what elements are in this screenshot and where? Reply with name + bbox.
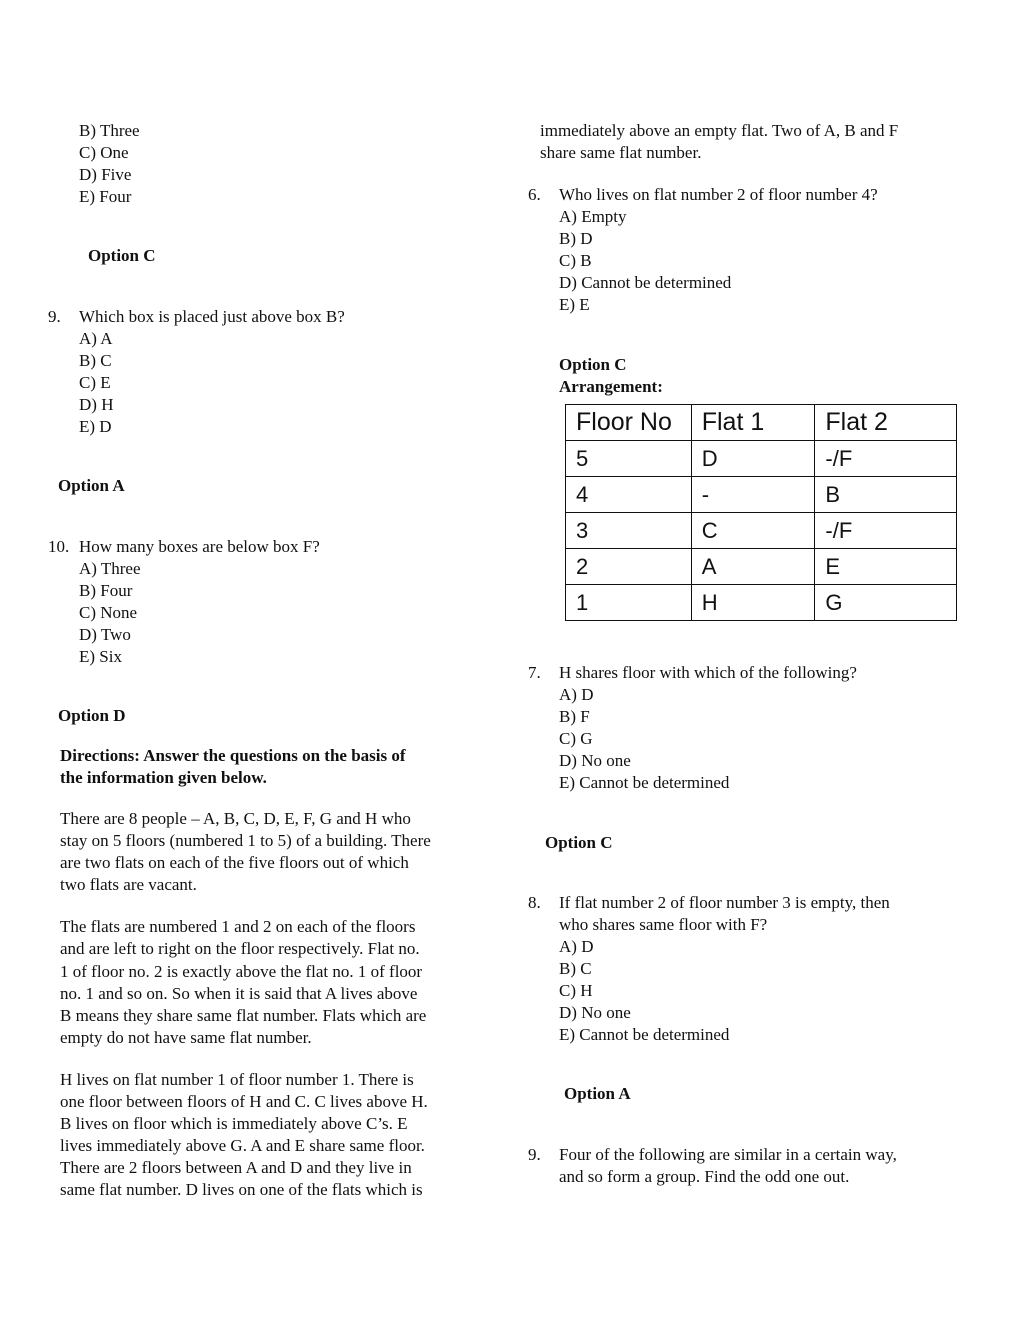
- option-item: A) D: [559, 685, 594, 704]
- table-header-row: [566, 405, 957, 441]
- table-cell: A: [691, 549, 815, 585]
- directions-heading: Directions: Answer the questions on the basis of: [60, 746, 406, 765]
- question-number: 9.: [48, 307, 61, 326]
- question-text: Who lives on flat number 2 of floor number 4?: [559, 185, 878, 204]
- table-cell: E: [815, 549, 957, 585]
- question-text: Which box is placed just above box B?: [79, 307, 345, 326]
- answer-label: Option C: [559, 355, 627, 374]
- paragraph-line: one floor between floors of H and C. C lives above H.: [60, 1092, 428, 1111]
- option-item: D) H: [79, 395, 114, 414]
- table-cell: 3: [566, 513, 692, 549]
- option-item: C) G: [559, 729, 593, 748]
- table-cell: 4: [566, 477, 692, 513]
- table-cell: 2: [566, 549, 692, 585]
- answer-label: Option C: [88, 246, 156, 265]
- question-text: and so form a group. Find the odd one out.: [559, 1167, 850, 1186]
- directions-heading: the information given below.: [60, 768, 267, 787]
- table-cell: 1: [566, 585, 692, 621]
- table-cell: B: [815, 477, 957, 513]
- paragraph-line: two flats are vacant.: [60, 875, 197, 894]
- option-item: B) D: [559, 229, 593, 248]
- column-header: Flat 1: [691, 405, 815, 441]
- question-text: Four of the following are similar in a certain way,: [559, 1145, 897, 1164]
- table-cell: -/F: [815, 513, 957, 549]
- option-item: A) A: [79, 329, 113, 348]
- table-cell: G: [815, 585, 957, 621]
- paragraph-line: immediately above an empty flat. Two of A, B and F: [540, 121, 899, 140]
- option-item: E) E: [559, 295, 590, 314]
- paragraph-line: are two flats on each of the five floors out of which: [60, 853, 409, 872]
- option-item: E) Cannot be determined: [559, 773, 730, 792]
- question-number: 7.: [528, 663, 541, 682]
- option-item: E) Six: [79, 647, 122, 666]
- table-row: [566, 513, 957, 549]
- table-cell: -: [691, 477, 815, 513]
- option-item: B) C: [79, 351, 112, 370]
- question-number: 9.: [528, 1145, 541, 1164]
- question-text: who shares same floor with F?: [559, 915, 768, 934]
- option-item: C) H: [559, 981, 593, 1000]
- table-row: [566, 585, 957, 621]
- option-item: B) F: [559, 707, 590, 726]
- option-item: E) Cannot be determined: [559, 1025, 730, 1044]
- paragraph-line: share same flat number.: [540, 143, 702, 162]
- answer-label: Option A: [58, 476, 125, 495]
- table-cell: -/F: [815, 441, 957, 477]
- arrangement-table: [565, 404, 957, 621]
- paragraph-line: 1 of floor no. 2 is exactly above the flat no. 1 of floor: [60, 962, 423, 981]
- option-item: D) No one: [559, 751, 631, 770]
- option-item: C) B: [559, 251, 592, 270]
- table-row: [566, 549, 957, 585]
- option-item: D) No one: [559, 1003, 631, 1022]
- option-item: B) Four: [79, 581, 133, 600]
- question-text: H shares floor with which of the following?: [559, 663, 857, 682]
- question-number: 10.: [48, 537, 70, 556]
- option-item: D) Two: [79, 625, 131, 644]
- option-item: C) None: [79, 603, 138, 622]
- table-cell: C: [691, 513, 815, 549]
- option-item: A) Empty: [559, 207, 627, 226]
- table-row: [566, 441, 957, 477]
- option-item: A) Three: [79, 559, 141, 578]
- column-header: Floor No: [566, 405, 692, 441]
- option-item: D) Five: [79, 165, 132, 184]
- option-item: D) Cannot be determined: [559, 273, 732, 292]
- option-item: B) Three: [79, 121, 140, 140]
- paragraph-line: lives immediately above G. A and E share same floor.: [60, 1136, 425, 1155]
- table-row: [566, 477, 957, 513]
- paragraph-line: and are left to right on the floor respectively. Flat no.: [60, 939, 420, 958]
- question-text: If flat number 2 of floor number 3 is empty, then: [559, 893, 890, 912]
- paragraph-line: H lives on flat number 1 of floor number 1. There is: [60, 1070, 414, 1089]
- question-number: 8.: [528, 893, 541, 912]
- paragraph-line: stay on 5 floors (numbered 1 to 5) of a building. There: [60, 831, 431, 850]
- question-text: How many boxes are below box F?: [79, 537, 320, 556]
- table-cell: D: [691, 441, 815, 477]
- option-item: B) C: [559, 959, 592, 978]
- option-item: A) D: [559, 937, 594, 956]
- paragraph-line: empty do not have same flat number.: [60, 1028, 312, 1047]
- option-item: E) D: [79, 417, 112, 436]
- option-item: C) E: [79, 373, 111, 392]
- column-header: Flat 2: [815, 405, 957, 441]
- question-number: 6.: [528, 185, 541, 204]
- option-item: E) Four: [79, 187, 132, 206]
- answer-label: Option D: [58, 706, 126, 725]
- paragraph-line: B means they share same flat number. Flats which are: [60, 1006, 427, 1025]
- paragraph-line: same flat number. D lives on one of the flats which is: [60, 1180, 423, 1199]
- paragraph-line: B lives on floor which is immediately above C’s. E: [60, 1114, 408, 1133]
- answer-label: Option A: [564, 1084, 631, 1103]
- paragraph-line: There are 8 people – A, B, C, D, E, F, G and H who: [60, 809, 411, 828]
- paragraph-line: There are 2 floors between A and D and they live in: [60, 1158, 412, 1177]
- paragraph-line: The flats are numbered 1 and 2 on each of the floors: [60, 917, 416, 936]
- option-item: C) One: [79, 143, 129, 162]
- table-cell: 5: [566, 441, 692, 477]
- paragraph-line: no. 1 and so on. So when it is said that A lives above: [60, 984, 418, 1003]
- arrangement-label: Arrangement:: [559, 377, 663, 396]
- table-cell: H: [691, 585, 815, 621]
- answer-label: Option C: [545, 833, 613, 852]
